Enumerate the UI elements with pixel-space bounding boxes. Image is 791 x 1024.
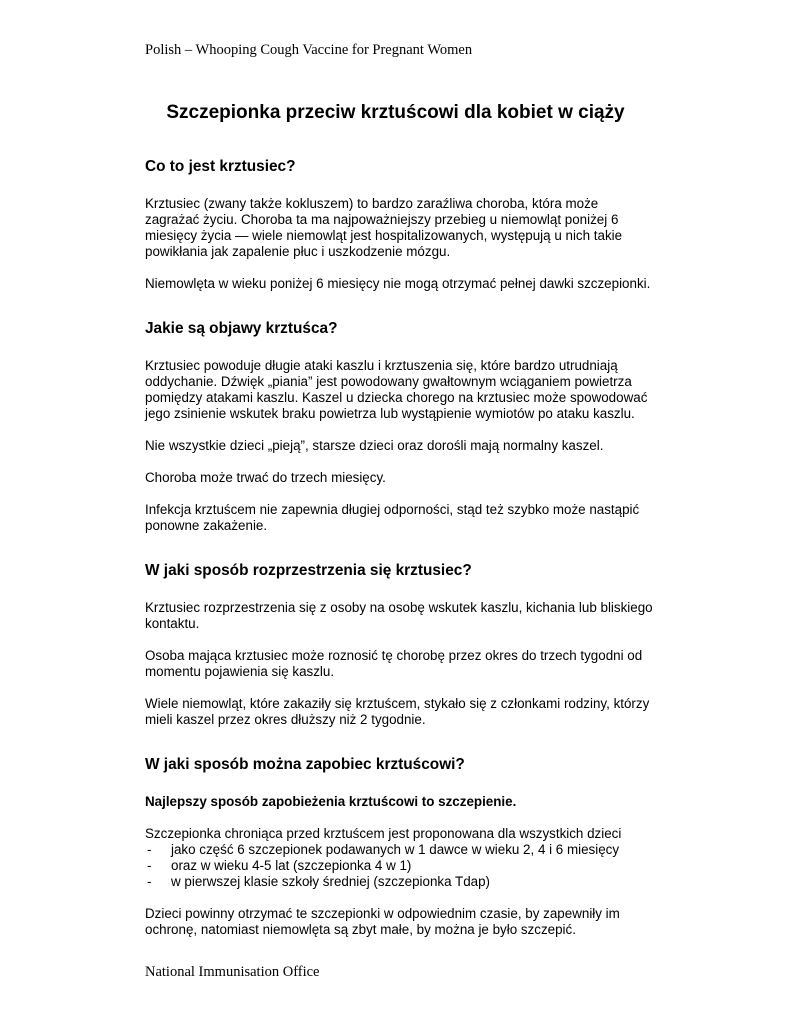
paragraph: Infekcja krztuścem nie zapewnia długiej odporności, stąd też szybko może nastąpić ponowne zakażenie.	[145, 502, 640, 533]
list-intro: Szczepionka chroniąca przed krztuścem jest proponowana dla wszystkich dzieci	[145, 826, 622, 841]
paragraph: Krztusiec rozprzestrzenia się z osoby na osobę wskutek kaszlu, kichania lub bliskiego kontaktu.	[145, 600, 653, 631]
paragraph: Wiele niemowląt, które zakaziły się krztuścem, stykało się z członkami rodziny, którzy mieli kaszel przez okres dłuższy niż 2 tygodnie.	[145, 696, 650, 727]
paragraph: Dzieci powinny otrzymać te szczepionki w odpowiednim czasie, by zapewniły im ochronę, natomiast niemowlęta są zbyt małe, by można je było szczepić.	[145, 906, 620, 937]
list-item	[145, 842, 655, 858]
list-marker: -	[147, 858, 152, 873]
page-footer: National Immunisation Office	[145, 964, 320, 980]
document-body	[145, 158, 655, 966]
section-heading: Jakie są objawy krztuśca?	[145, 320, 338, 337]
list-item	[145, 874, 655, 890]
section-symptoms	[145, 320, 655, 534]
list-item-text: oraz w wieku 4-5 lat (szczepionka 4 w 1)	[171, 858, 412, 873]
section-what-is	[145, 158, 655, 292]
page-header: Polish – Whooping Cough Vaccine for Pregnant Women	[145, 42, 473, 58]
bold-paragraph: Najlepszy sposób zapobieżenia krztuścowi to szczepienie.	[145, 794, 517, 809]
paragraph: Nie wszystkie dzieci „pieją”, starsze dzieci oraz dorośli mają normalny kaszel.	[145, 438, 604, 453]
list-item-text: w pierwszej klasie szkoły średniej (szczepionka Tdap)	[171, 874, 491, 889]
vaccine-schedule-list	[145, 842, 655, 890]
section-heading: W jaki sposób rozprzestrzenia się krztusiec?	[145, 562, 472, 579]
section-spread	[145, 562, 655, 728]
list-item	[145, 858, 655, 874]
list-marker: -	[147, 842, 152, 857]
paragraph: Niemowlęta w wieku poniżej 6 miesięcy nie mogą otrzymać pełnej dawki szczepionki.	[145, 276, 651, 291]
paragraph: Choroba może trwać do trzech miesięcy.	[145, 470, 386, 485]
paragraph: Osoba mająca krztusiec może roznosić tę chorobę przez okres do trzech tygodni od momentu pojawienia się kaszlu.	[145, 648, 643, 679]
section-prevention	[145, 756, 655, 938]
section-heading: W jaki sposób można zapobiec krztuścowi?	[145, 756, 465, 773]
section-heading: Co to jest krztusiec?	[145, 158, 296, 175]
paragraph: Krztusiec (zwany także kokluszem) to bardzo zaraźliwa choroba, która może zagrażać życiu. Choroba ta ma najpoważniejszy przebieg u niemowląt poniżej 6 miesięcy życia — wiele niemowląt jest hospitalizowanych, występują u nich takie powikłania jak zapalenie płuc i uszkodzenie mózgu.	[145, 196, 623, 259]
list-marker: -	[147, 874, 152, 889]
document-title: Szczepionka przeciw krztuścowi dla kobiet w ciąży	[166, 102, 625, 123]
list-item-text: jako część 6 szczepionek podawanych w 1 dawce w wieku 2, 4 i 6 miesięcy	[171, 842, 620, 857]
paragraph: Krztusiec powoduje długie ataki kaszlu i krztuszenia się, które bardzo utrudniają oddychanie. Dźwięk „piania” jest powodowany gwałtownym wciąganiem powietrza pomiędzy atakami kaszlu. Kaszel u dziecka chorego na krztusiec może spowodować jego zsinienie wskutek braku powietrza lub wystąpienie wymiotów po ataku kaszlu.	[145, 358, 648, 421]
